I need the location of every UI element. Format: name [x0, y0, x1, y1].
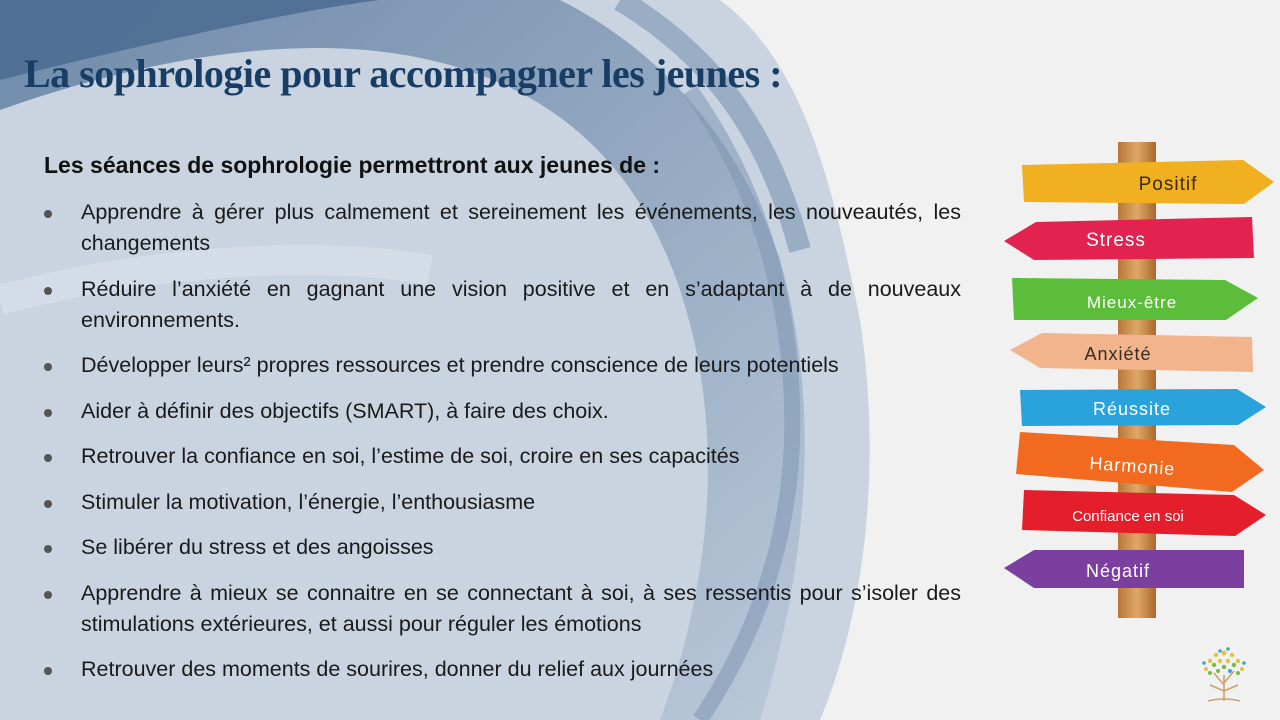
- list-item: [44, 396, 961, 427]
- list-item: [44, 532, 961, 563]
- list-item-text: Se libérer du stress et des angoisses: [81, 535, 434, 559]
- bullet-icon: [44, 454, 52, 462]
- list-item: [44, 654, 961, 685]
- signpost-pole: [1118, 142, 1156, 618]
- sign-negatif: [1004, 550, 1244, 588]
- bullet-icon: [44, 500, 52, 508]
- signpost-illustration: [1000, 140, 1280, 620]
- bullet-icon: [44, 409, 52, 417]
- sign-confiance-en-soi: [1022, 490, 1266, 536]
- bullet-icon: [44, 210, 52, 218]
- bullet-icon: [44, 545, 52, 553]
- sign-label: Harmonie: [1088, 453, 1177, 479]
- list-item-text: Développer leurs² propres ressources et prendre conscience de leurs potentiels: [81, 353, 839, 377]
- sign-label: Négatif: [1085, 561, 1151, 581]
- list-item-text: Retrouver la confiance en soi, l’estime de soi, croire en ses capacités: [81, 444, 740, 468]
- bullet-icon: [44, 667, 52, 675]
- bullet-icon: [44, 591, 52, 599]
- sign-stress: [1004, 217, 1254, 260]
- section-subtitle: Les séances de sophrologie permettront aux jeunes de :: [44, 152, 661, 178]
- sign-positif: [1022, 160, 1274, 204]
- sign-label: Confiance en soi: [1072, 508, 1184, 525]
- list-item: [44, 578, 961, 640]
- list-item-text: Aider à définir des objectifs (SMART), à faire des choix.: [81, 398, 609, 423]
- list-item-text: Retrouver des moments de sourires, donner du relief aux journées: [81, 657, 714, 681]
- page-title: La sophrologie pour accompagner les jeunes :: [24, 51, 783, 96]
- sign-reussite: [1020, 389, 1266, 426]
- list-item: [44, 441, 961, 472]
- list-item: [44, 274, 961, 336]
- sign-label: Stress: [1086, 230, 1146, 251]
- list-item: [44, 350, 961, 381]
- benefits-list: [44, 197, 961, 700]
- list-item-text: Réduire l’anxiété en gagnant une vision positive et en s’adaptant à de nouveaux environnements.: [81, 276, 961, 332]
- sign-harmonie: [1016, 432, 1264, 492]
- list-item-text: Apprendre à mieux se connaitre en se connectant à soi, à ses ressentis pour s’isoler des stimulations extérieures, et aussi pour réguler les émotions: [81, 580, 961, 636]
- bullet-icon: [44, 363, 52, 371]
- sign-label: Mieux-être: [1086, 293, 1178, 312]
- sign-label: Réussite: [1092, 399, 1172, 419]
- list-item: [44, 197, 961, 259]
- bullet-icon: [44, 287, 52, 295]
- sign-label: Positif: [1138, 174, 1198, 195]
- sign-label: Anxiété: [1084, 344, 1152, 364]
- list-item-text: Stimuler la motivation, l’énergie, l’enthousiasme: [81, 489, 536, 514]
- sign-anxiete: [1010, 333, 1253, 372]
- list-item: [44, 487, 961, 518]
- list-item-text: Apprendre à gérer plus calmement et sereinement les événements, les nouveautés, les changements: [81, 200, 961, 255]
- sign-mieux-etre: [1012, 278, 1258, 320]
- tree-logo-icon: [1198, 645, 1250, 703]
